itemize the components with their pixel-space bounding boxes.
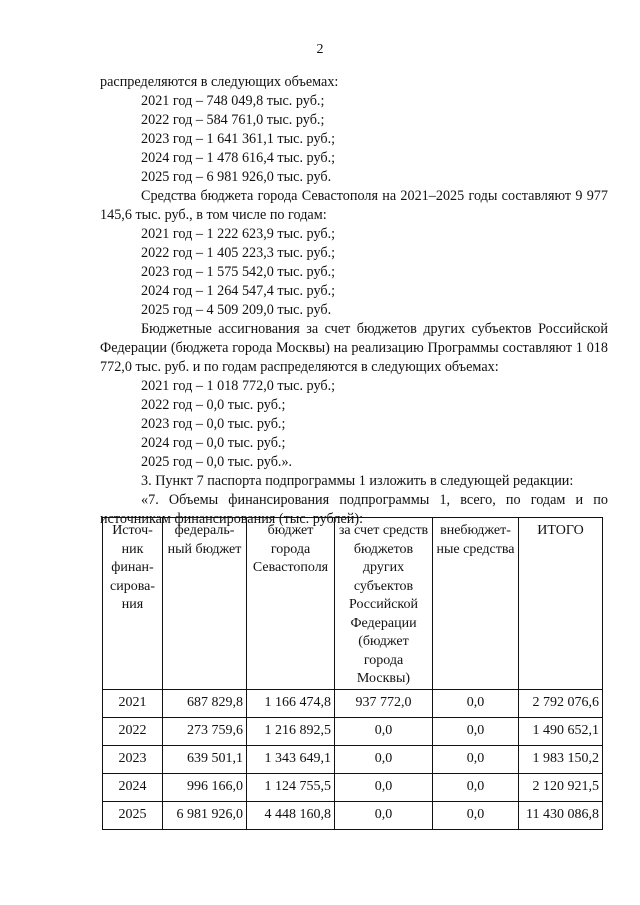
text-line: 2023 год – 0,0 тыс. руб.; xyxy=(141,416,286,432)
document-body xyxy=(100,73,608,529)
cell-other: 0,0 xyxy=(335,745,433,773)
header-federal: федераль-ный бюджет xyxy=(163,518,247,690)
cell-total: 2 792 076,6 xyxy=(519,689,603,717)
text-line: 2025 год – 6 981 926,0 тыс. руб. xyxy=(141,169,332,185)
text-line: 2024 год – 1 264 547,4 тыс. руб.; xyxy=(141,283,336,299)
cell-year: 2024 xyxy=(103,773,163,801)
text-line: распределяются в следующих объемах: xyxy=(100,74,339,90)
paragraph: 3. Пункт 7 паспорта подпрограммы 1 изложить в следующей редакции: xyxy=(141,473,574,489)
cell-extra: 0,0 xyxy=(433,801,519,829)
text-line: 2025 год – 0,0 тыс. руб.». xyxy=(141,454,293,470)
header-total: ИТОГО xyxy=(519,518,603,690)
table-row xyxy=(103,801,603,829)
text-line: 2021 год – 1 018 772,0 тыс. руб.; xyxy=(141,378,336,394)
text-line: 2022 год – 584 761,0 тыс. руб.; xyxy=(141,112,325,128)
cell-year: 2023 xyxy=(103,745,163,773)
header-sevastopol: бюджет города Севастополя xyxy=(247,518,335,690)
cell-extra: 0,0 xyxy=(433,717,519,745)
cell-sevastopol: 1 216 892,5 xyxy=(247,717,335,745)
text-line: 2021 год – 1 222 623,9 тыс. руб.; xyxy=(141,226,336,242)
cell-sevastopol: 1 124 755,5 xyxy=(247,773,335,801)
cell-sevastopol: 1 343 649,1 xyxy=(247,745,335,773)
cell-federal: 639 501,1 xyxy=(163,745,247,773)
text-line: 2024 год – 0,0 тыс. руб.; xyxy=(141,435,286,451)
cell-federal: 687 829,8 xyxy=(163,689,247,717)
table-row xyxy=(103,773,603,801)
page-number: 2 xyxy=(316,42,324,57)
header-extrabudget: внебюджет-ные средства xyxy=(433,518,519,690)
text-line: 2023 год – 1 575 542,0 тыс. руб.; xyxy=(141,264,336,280)
header-other-subjects: за счет средств бюджетов других субъектов Российской Федерации (бюджет города Москвы) xyxy=(335,518,433,690)
cell-sevastopol: 1 166 474,8 xyxy=(247,689,335,717)
text-line: 2024 год – 1 478 616,4 тыс. руб.; xyxy=(141,150,336,166)
cell-total: 11 430 086,8 xyxy=(519,801,603,829)
cell-year: 2022 xyxy=(103,717,163,745)
cell-total: 2 120 921,5 xyxy=(519,773,603,801)
financing-table xyxy=(102,517,603,830)
table-row xyxy=(103,689,603,717)
cell-extra: 0,0 xyxy=(433,745,519,773)
cell-federal: 6 981 926,0 xyxy=(163,801,247,829)
text-line: 2023 год – 1 641 361,1 тыс. руб.; xyxy=(141,131,336,147)
cell-other: 0,0 xyxy=(335,773,433,801)
cell-other: 0,0 xyxy=(335,717,433,745)
text-line: 2021 год – 748 049,8 тыс. руб.; xyxy=(141,93,325,109)
cell-extra: 0,0 xyxy=(433,773,519,801)
cell-other: 937 772,0 xyxy=(335,689,433,717)
paragraph: Средства бюджета города Севастополя на 2021–2025 годы составляют 9 977 145,6 тыс. руб., в том числе по годам: xyxy=(100,188,608,223)
text-line: 2022 год – 0,0 тыс. руб.; xyxy=(141,397,286,413)
header-source: Источ-ник финан-сирова-ния xyxy=(103,518,163,690)
cell-other: 0,0 xyxy=(335,801,433,829)
cell-total: 1 490 652,1 xyxy=(519,717,603,745)
cell-sevastopol: 4 448 160,8 xyxy=(247,801,335,829)
text-line: 2022 год – 1 405 223,3 тыс. руб.; xyxy=(141,245,336,261)
cell-total: 1 983 150,2 xyxy=(519,745,603,773)
text-line: 2025 год – 4 509 209,0 тыс. руб. xyxy=(141,302,332,318)
cell-year: 2021 xyxy=(103,689,163,717)
paragraph: Бюджетные ассигнования за счет бюджетов других субъектов Российской Федерации (бюджета города Москвы) на реализацию Программы составляют 1 018 772,0 тыс. руб. и по годам распределяются в следующих объемах: xyxy=(100,321,608,375)
paragraph: «7. Объемы финансирования подпрограммы 1, всего, по годам и по источникам финансирования (тыс. рублей): xyxy=(100,492,608,527)
cell-extra: 0,0 xyxy=(433,689,519,717)
cell-year: 2025 xyxy=(103,801,163,829)
cell-federal: 273 759,6 xyxy=(163,717,247,745)
cell-federal: 996 166,0 xyxy=(163,773,247,801)
table-row xyxy=(103,745,603,773)
table-header-row xyxy=(103,518,603,690)
table-row xyxy=(103,717,603,745)
